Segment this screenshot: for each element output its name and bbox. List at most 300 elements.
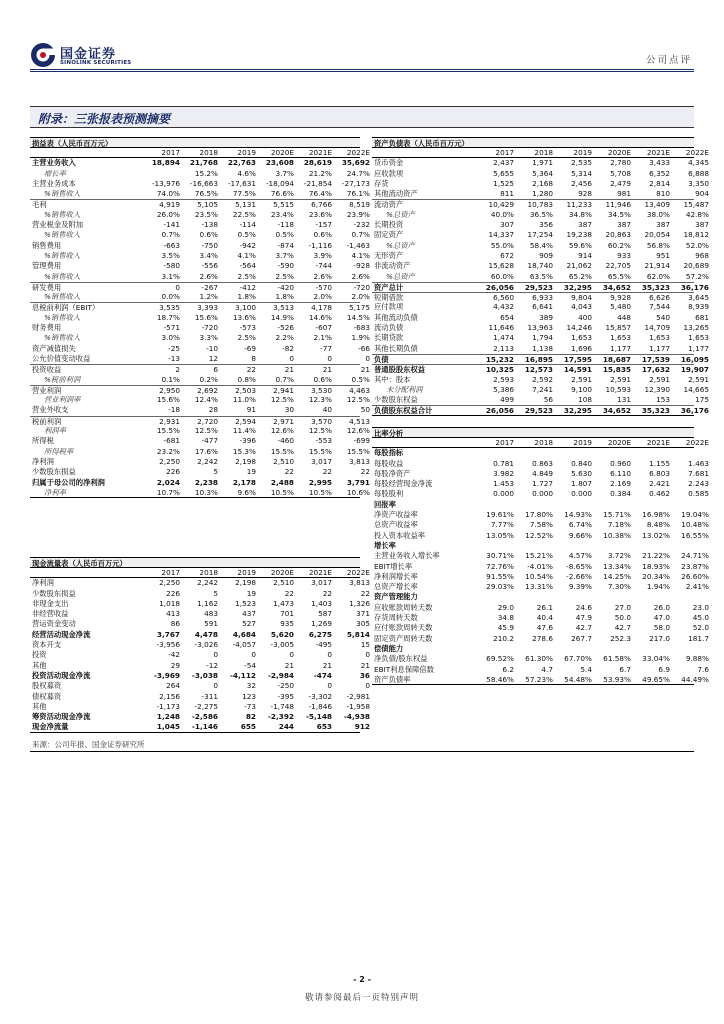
cell-value: 33.04% bbox=[642, 654, 670, 664]
cell-value: 1,248 bbox=[156, 712, 180, 722]
cell-value: 22 bbox=[360, 588, 370, 598]
cell-value: 23.4% bbox=[270, 209, 294, 219]
cell-value: -1,173 bbox=[156, 701, 180, 711]
cell-value: 0.5% bbox=[237, 230, 256, 240]
cell-value: 19,238 bbox=[566, 230, 592, 240]
cell-value: 18,687 bbox=[602, 354, 631, 364]
cell-value: 2.1% bbox=[313, 333, 332, 343]
table-row bbox=[372, 530, 709, 541]
cell-value: 14,246 bbox=[566, 323, 592, 333]
cell-value: 371 bbox=[356, 609, 370, 619]
cell-value: 5,708 bbox=[610, 168, 631, 178]
cell-value: -750 bbox=[201, 240, 218, 250]
cell-value: 2,780 bbox=[610, 158, 631, 168]
cell-value: 587 bbox=[318, 609, 332, 619]
cell-value: 19 bbox=[246, 588, 256, 598]
cell-value: -2,984 bbox=[267, 670, 294, 680]
table-row bbox=[30, 230, 370, 240]
cell-value: 1,525 bbox=[493, 178, 514, 188]
cell-value: 226 bbox=[166, 467, 180, 477]
row-label: EBIT利息保障倍数 bbox=[374, 664, 435, 674]
cell-value: 8.48% bbox=[646, 520, 670, 530]
cell-value: 12.6% bbox=[346, 426, 370, 436]
cell-value: -82 bbox=[282, 343, 294, 353]
row-label: 未分配利润 bbox=[386, 384, 423, 394]
cell-value: 2,535 bbox=[571, 158, 592, 168]
cell-value: -607 bbox=[315, 323, 332, 333]
cell-value: 951 bbox=[656, 250, 670, 260]
cell-value: 264 bbox=[166, 681, 180, 691]
cell-value: -1,116 bbox=[308, 240, 332, 250]
cell-value: -118 bbox=[277, 220, 294, 230]
cell-value: 914 bbox=[578, 250, 592, 260]
table-row bbox=[372, 168, 709, 179]
cell-value: 0 bbox=[289, 650, 294, 660]
cell-value: 3.7% bbox=[275, 168, 294, 178]
cell-value: 24.6 bbox=[575, 602, 592, 612]
cell-value: 36 bbox=[359, 670, 370, 680]
cell-value: 24.71% bbox=[681, 551, 709, 561]
cell-value: 2.0% bbox=[351, 292, 370, 302]
cell-value: -73 bbox=[244, 701, 256, 711]
cell-value: 2,250 bbox=[159, 456, 180, 466]
cell-value: 0.7% bbox=[351, 230, 370, 240]
year-header-row bbox=[372, 438, 709, 448]
cell-value: 3,350 bbox=[688, 178, 709, 188]
cell-value: -4,938 bbox=[343, 712, 370, 722]
cell-value: 22,705 bbox=[605, 261, 631, 271]
page-number: - 2 - bbox=[353, 975, 371, 984]
cell-value: 19.04% bbox=[681, 510, 709, 520]
year-header: 2021E bbox=[646, 438, 670, 447]
cell-value: 19,907 bbox=[680, 365, 709, 375]
cell-value: 1,177 bbox=[649, 343, 670, 353]
table-row bbox=[372, 613, 709, 623]
table-row bbox=[372, 633, 709, 644]
cell-value: 6,641 bbox=[532, 302, 553, 312]
cell-value: 1.2% bbox=[199, 292, 218, 302]
cell-value: -928 bbox=[353, 261, 370, 271]
row-label: 息税前利润（EBIT） bbox=[32, 303, 100, 313]
cell-value: 10.6% bbox=[346, 487, 370, 497]
cell-value: 3,813 bbox=[349, 456, 370, 466]
row-label: 其他 bbox=[32, 701, 47, 711]
cell-value: -573 bbox=[239, 323, 256, 333]
cell-value: 6 bbox=[213, 365, 218, 375]
cell-value: -396 bbox=[239, 436, 256, 446]
cell-value: 38.0% bbox=[646, 209, 670, 219]
cell-value: 3.3% bbox=[199, 333, 218, 343]
cell-value: 45.9 bbox=[497, 623, 514, 633]
cell-value: 21.2% bbox=[308, 168, 332, 178]
row-label: 每股收益 bbox=[374, 458, 404, 468]
year-header: 2020E bbox=[270, 568, 294, 577]
cell-value: -2,981 bbox=[346, 691, 370, 701]
cell-value: 0.1% bbox=[161, 374, 180, 384]
cell-value: 387 bbox=[656, 220, 670, 230]
cell-value: 14,665 bbox=[683, 384, 709, 394]
cell-value: 12.52% bbox=[525, 530, 553, 540]
cell-value: 0.6% bbox=[313, 230, 332, 240]
cell-value: 5,655 bbox=[493, 168, 514, 178]
cell-value: -3,026 bbox=[194, 640, 218, 650]
cell-value: 1.727 bbox=[532, 479, 553, 489]
cell-value: 21.22% bbox=[642, 551, 670, 561]
cell-value: -420 bbox=[277, 282, 294, 292]
cell-value: 400 bbox=[578, 312, 592, 322]
cell-value: 655 bbox=[240, 722, 256, 732]
row-label: 利润率 bbox=[44, 426, 66, 436]
table-row bbox=[30, 405, 370, 415]
cell-value: 60.2% bbox=[607, 240, 631, 250]
cell-value: -1,146 bbox=[191, 722, 218, 732]
appendix-title: 附录：三张报表预测摘要 bbox=[38, 112, 171, 126]
cell-value: -681 bbox=[163, 436, 180, 446]
row-label: 每股指标 bbox=[374, 448, 404, 458]
table-row bbox=[30, 250, 370, 261]
section-title: 比率分析 bbox=[372, 427, 694, 438]
cell-value: 9,100 bbox=[571, 384, 592, 394]
row-label: 销售费用 bbox=[32, 240, 62, 250]
row-label: 投资 bbox=[32, 650, 47, 660]
table-row bbox=[372, 582, 709, 592]
row-label: 营业税金及附加 bbox=[32, 220, 84, 230]
cell-value: 6.110 bbox=[610, 468, 631, 478]
cell-value: -42 bbox=[168, 650, 180, 660]
cell-value: -1,846 bbox=[308, 701, 332, 711]
row-label: %销售收入 bbox=[44, 209, 81, 219]
cell-value: -69 bbox=[244, 343, 256, 353]
cell-value: 413 bbox=[166, 609, 180, 619]
cell-value: 540 bbox=[656, 312, 670, 322]
cell-value: 74.0% bbox=[156, 189, 180, 199]
cell-value: 6.2 bbox=[502, 664, 514, 674]
cell-value: 1.94% bbox=[646, 582, 670, 592]
cell-value: 653 bbox=[316, 722, 332, 732]
cell-value: 23.9% bbox=[346, 209, 370, 219]
cell-value: 7.30% bbox=[607, 582, 631, 592]
cell-value: -720 bbox=[201, 323, 218, 333]
cell-value: 29.0 bbox=[497, 602, 514, 612]
cell-value: 61.30% bbox=[525, 654, 553, 664]
cell-value: 47.0 bbox=[653, 613, 670, 623]
cell-value: 7.18% bbox=[607, 520, 631, 530]
cell-value: -564 bbox=[239, 261, 256, 271]
table-row bbox=[30, 588, 370, 599]
cell-value: 17,632 bbox=[641, 365, 670, 375]
row-label: 净利率 bbox=[44, 487, 66, 497]
cell-value: 2,931 bbox=[159, 416, 180, 426]
table-row bbox=[30, 240, 370, 251]
cell-value: -580 bbox=[163, 261, 180, 271]
cell-value: -16,663 bbox=[189, 178, 218, 188]
cell-value: 2,941 bbox=[273, 385, 294, 395]
year-header: 2021E bbox=[308, 568, 332, 577]
cell-value: 912 bbox=[354, 722, 370, 732]
row-label: 资产减值损失 bbox=[32, 343, 76, 353]
cell-value: 16,095 bbox=[680, 354, 709, 364]
brand-name-cn: 国金证券 bbox=[60, 47, 117, 62]
cell-value: -571 bbox=[163, 323, 180, 333]
cell-value: 12.5% bbox=[194, 426, 218, 436]
cell-value: 5,814 bbox=[346, 629, 370, 639]
cell-value: 23,608 bbox=[265, 158, 294, 168]
cell-value: 0.000 bbox=[532, 489, 553, 499]
cell-value: 654 bbox=[500, 312, 514, 322]
cell-value: 10,783 bbox=[527, 200, 553, 210]
cell-value: 26,056 bbox=[485, 406, 514, 416]
cell-value: 244 bbox=[278, 722, 294, 732]
row-label: 应收款项 bbox=[374, 168, 404, 178]
cell-value: 2,456 bbox=[571, 178, 592, 188]
cell-value: 2,242 bbox=[197, 578, 218, 588]
cell-value: 14.25% bbox=[603, 571, 631, 581]
table-row bbox=[372, 551, 709, 561]
cell-value: 3,530 bbox=[311, 385, 332, 395]
row-label: %销售收入 bbox=[44, 271, 81, 281]
row-label: 固定资产 bbox=[374, 230, 404, 240]
cell-value: 14,591 bbox=[563, 365, 592, 375]
cell-value: 387 bbox=[578, 220, 592, 230]
cell-value: 12,573 bbox=[524, 365, 553, 375]
cell-value: -250 bbox=[277, 681, 294, 691]
cell-value: 1,045 bbox=[156, 722, 180, 732]
row-label: 非流动资产 bbox=[374, 261, 411, 271]
cell-value: 0.840 bbox=[571, 458, 592, 468]
row-label: 主营业务成本 bbox=[32, 178, 76, 188]
table-row bbox=[372, 364, 709, 375]
cell-value: 30 bbox=[284, 405, 294, 415]
cell-value: 2.6% bbox=[313, 271, 332, 281]
row-label: 主营业务收入增长率 bbox=[374, 551, 440, 561]
cell-value: 45.0 bbox=[692, 613, 709, 623]
cell-value: 20.34% bbox=[642, 571, 670, 581]
cell-value: 7,544 bbox=[649, 302, 670, 312]
table-row bbox=[30, 189, 370, 199]
cell-value: 6.9 bbox=[658, 664, 670, 674]
year-header: 2018 bbox=[534, 438, 553, 447]
cell-value: -4,057 bbox=[232, 640, 256, 650]
row-label: 现金净流量 bbox=[32, 722, 69, 732]
row-label: 净利润 bbox=[32, 456, 54, 466]
cell-value: 59.6% bbox=[568, 240, 592, 250]
table-row bbox=[372, 230, 709, 240]
cell-value: 11,646 bbox=[488, 323, 514, 333]
cell-value: 10,593 bbox=[605, 384, 631, 394]
row-label: %销售收入 bbox=[44, 189, 81, 199]
cell-value: 7.58% bbox=[529, 520, 553, 530]
cell-value: 8,519 bbox=[349, 200, 370, 210]
cell-value: 23.0 bbox=[692, 602, 709, 612]
cell-value: 2,971 bbox=[273, 416, 294, 426]
cell-value: 2,720 bbox=[197, 416, 218, 426]
cell-value: -77 bbox=[320, 343, 332, 353]
cell-value: 4,919 bbox=[159, 200, 180, 210]
cell-value: 76.1% bbox=[346, 189, 370, 199]
section-title: 资产负债表（人民币百万元） bbox=[372, 137, 694, 148]
table-row bbox=[372, 458, 709, 469]
row-label: 其他流动资产 bbox=[374, 189, 418, 199]
cell-value: 2.5% bbox=[237, 333, 256, 343]
cell-value: -138 bbox=[201, 220, 218, 230]
cell-value: 15,487 bbox=[683, 200, 709, 210]
cell-value: 3,767 bbox=[156, 629, 180, 639]
cell-value: 15 bbox=[360, 640, 370, 650]
cell-value: 2,591 bbox=[649, 374, 670, 384]
cell-value: -3,302 bbox=[308, 691, 332, 701]
cell-value: 13,963 bbox=[527, 323, 553, 333]
cell-value: 18.7% bbox=[156, 312, 180, 322]
cell-value: -21,854 bbox=[303, 178, 332, 188]
row-label: 总资产收益率 bbox=[374, 520, 418, 530]
cell-value: 1,269 bbox=[311, 619, 332, 629]
cell-value: 65.2% bbox=[568, 271, 592, 281]
table-row bbox=[372, 541, 694, 551]
cell-value: 15.6% bbox=[156, 395, 180, 405]
cell-value: -2,392 bbox=[267, 712, 294, 722]
cashflow-statement bbox=[30, 557, 370, 733]
table-row bbox=[372, 250, 709, 261]
cell-value: 1,280 bbox=[532, 189, 553, 199]
row-label: 流动资产 bbox=[374, 200, 404, 210]
row-label: 管理费用 bbox=[32, 261, 62, 271]
cell-value: 387 bbox=[617, 220, 631, 230]
table-row bbox=[30, 629, 370, 640]
cell-value: 4,345 bbox=[688, 158, 709, 168]
table-row bbox=[372, 602, 709, 613]
cell-value: -114 bbox=[239, 220, 256, 230]
cell-value: 54.48% bbox=[564, 674, 592, 684]
cell-value: 15.3% bbox=[232, 446, 256, 456]
cell-value: -4.01% bbox=[527, 561, 553, 571]
table-row bbox=[372, 261, 709, 271]
cell-value: 3,570 bbox=[311, 416, 332, 426]
table-row bbox=[30, 691, 370, 702]
table-row bbox=[372, 158, 709, 168]
table-row bbox=[372, 510, 709, 520]
cell-value: 437 bbox=[242, 609, 256, 619]
cell-value: 0.6% bbox=[199, 230, 218, 240]
cell-value: 2.421 bbox=[649, 479, 670, 489]
cell-value: 16,895 bbox=[524, 354, 553, 364]
cell-value: 14.6% bbox=[308, 312, 332, 322]
cell-value: 3.7% bbox=[275, 250, 294, 260]
cell-value: -4,112 bbox=[229, 670, 256, 680]
table-row bbox=[30, 282, 370, 292]
cell-value: 4.7 bbox=[541, 664, 553, 674]
cell-value: 0.5% bbox=[351, 374, 370, 384]
cell-value: 2.6% bbox=[351, 271, 370, 281]
cell-value: 1,326 bbox=[349, 598, 370, 608]
cell-value: 3,433 bbox=[649, 158, 670, 168]
cell-value: 2,814 bbox=[649, 178, 670, 188]
cell-value: -17,631 bbox=[227, 178, 256, 188]
cell-value: 36.5% bbox=[529, 209, 553, 219]
cell-value: 30.71% bbox=[486, 551, 514, 561]
cell-value: 217.0 bbox=[649, 633, 670, 643]
table-row bbox=[30, 681, 370, 691]
cell-value: 3.9% bbox=[313, 250, 332, 260]
row-label: 总资产增长率 bbox=[374, 582, 418, 592]
cell-value: -477 bbox=[201, 436, 218, 446]
cell-value: 2.169 bbox=[610, 479, 631, 489]
table-row bbox=[372, 623, 709, 633]
table-bottom-rule bbox=[30, 751, 694, 752]
cell-value: 5.4 bbox=[580, 664, 592, 674]
balance-sheet bbox=[372, 137, 709, 416]
cell-value: 50.0 bbox=[614, 613, 631, 623]
table-row bbox=[372, 282, 709, 292]
cell-value: 6.803 bbox=[649, 468, 670, 478]
cell-value: -2,275 bbox=[194, 701, 218, 711]
cell-value: 4,478 bbox=[194, 629, 218, 639]
cell-value: 58.0 bbox=[653, 623, 670, 633]
cell-value: 19 bbox=[246, 467, 256, 477]
table-row bbox=[30, 261, 370, 271]
row-label: 净利润增长率 bbox=[374, 571, 418, 581]
row-label: %销售收入 bbox=[44, 333, 81, 343]
cell-value: 40 bbox=[322, 405, 332, 415]
cell-value: 29 bbox=[170, 660, 180, 670]
cell-value: 0 bbox=[327, 650, 332, 660]
row-label: 少数股东损益 bbox=[32, 467, 76, 477]
cell-value: 2,198 bbox=[235, 456, 256, 466]
cell-value: 1.8% bbox=[237, 292, 256, 302]
cell-value: 47.9 bbox=[575, 613, 592, 623]
cell-value: 0 bbox=[365, 353, 370, 363]
cell-value: 0 bbox=[327, 681, 332, 691]
cell-value: 3,100 bbox=[235, 303, 256, 313]
cell-value: 3.5% bbox=[161, 250, 180, 260]
cell-value: 22 bbox=[284, 588, 294, 598]
cell-value: -663 bbox=[163, 240, 180, 250]
table-row bbox=[372, 654, 709, 664]
cell-value: 2,238 bbox=[194, 477, 218, 487]
cell-value: 15,232 bbox=[485, 354, 514, 364]
cell-value: 49.65% bbox=[642, 674, 670, 684]
cell-value: 50 bbox=[360, 405, 370, 415]
cell-value: 2,510 bbox=[273, 456, 294, 466]
cell-value: 52.0% bbox=[685, 240, 709, 250]
table-row bbox=[372, 354, 709, 364]
cell-value: 1,971 bbox=[532, 158, 553, 168]
cell-value: 23.2% bbox=[156, 446, 180, 456]
cell-value: 5,620 bbox=[270, 629, 294, 639]
cell-value: 15.21% bbox=[525, 551, 553, 561]
table-row bbox=[30, 670, 370, 681]
cell-value: -1,748 bbox=[270, 701, 294, 711]
cell-value: 2,168 bbox=[532, 178, 553, 188]
cell-value: 5 bbox=[213, 588, 218, 598]
cell-value: -13 bbox=[168, 353, 180, 363]
cell-value: 5 bbox=[213, 467, 218, 477]
cell-value: 35,692 bbox=[341, 158, 370, 168]
cell-value: 32 bbox=[246, 681, 256, 691]
row-label: 其他流动负债 bbox=[374, 312, 418, 322]
cell-value: 10.48% bbox=[681, 520, 709, 530]
row-label: 营运资金变动 bbox=[32, 619, 76, 629]
table-row bbox=[30, 199, 370, 210]
cell-value: 3.982 bbox=[493, 468, 514, 478]
cell-value: 34.8 bbox=[497, 613, 514, 623]
cell-value: 2,178 bbox=[232, 477, 256, 487]
cell-value: 15.5% bbox=[156, 426, 180, 436]
cell-value: 2,592 bbox=[532, 374, 553, 384]
cell-value: 7.6 bbox=[697, 664, 709, 674]
row-label: 经营活动现金净流 bbox=[32, 629, 91, 639]
sinolink-logo-icon bbox=[30, 42, 56, 68]
cell-value: 5,175 bbox=[349, 303, 370, 313]
